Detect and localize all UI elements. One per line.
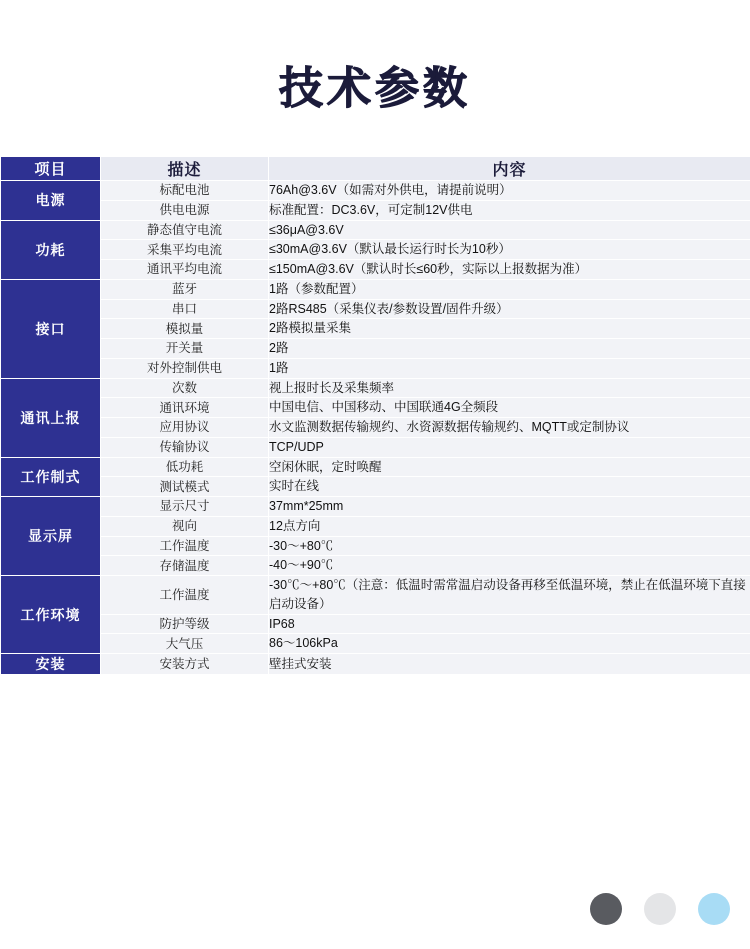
description-cell: 次数 — [101, 378, 269, 398]
description-cell: 工作温度 — [101, 576, 269, 615]
header-description: 描述 — [101, 157, 269, 181]
category-cell: 功耗 — [1, 220, 101, 279]
table-row — [1, 279, 750, 299]
description-cell: 蓝牙 — [101, 279, 269, 299]
table-row — [1, 477, 750, 497]
content-cell: 中国电信、中国移动、中国联通4G全频段 — [269, 398, 750, 418]
table-row — [1, 516, 750, 536]
description-cell: 应用协议 — [101, 418, 269, 438]
table-row — [1, 378, 750, 398]
category-cell: 通讯上报 — [1, 378, 101, 457]
content-cell: ≤150mA@3.6V（默认时长≤60秒，实际以上报数据为准） — [269, 260, 750, 280]
description-cell: 大气压 — [101, 634, 269, 654]
content-cell: 1路 — [269, 358, 750, 378]
content-cell: 12点方向 — [269, 516, 750, 536]
content-cell: TCP/UDP — [269, 437, 750, 457]
header-content: 内容 — [269, 157, 750, 181]
table-row — [1, 614, 750, 634]
table-row — [1, 437, 750, 457]
category-cell: 接口 — [1, 279, 101, 378]
category-cell: 安装 — [1, 654, 101, 675]
content-cell: 76Ah@3.6V（如需对外供电，请提前说明） — [269, 181, 750, 201]
description-cell: 视向 — [101, 516, 269, 536]
table-row — [1, 654, 750, 675]
content-cell: 标准配置：DC3.6V，可定制12V供电 — [269, 200, 750, 220]
content-cell: 37mm*25mm — [269, 497, 750, 517]
table-row — [1, 576, 750, 615]
content-cell: 视上报时长及采集频率 — [269, 378, 750, 398]
category-cell: 电源 — [1, 181, 101, 221]
specifications-table — [0, 156, 750, 675]
content-cell: 实时在线 — [269, 477, 750, 497]
table-row — [1, 220, 750, 240]
content-cell: 2路模拟量采集 — [269, 319, 750, 339]
category-cell: 工作环境 — [1, 576, 101, 654]
table-row — [1, 181, 750, 201]
description-cell: 对外控制供电 — [101, 358, 269, 378]
table-row — [1, 536, 750, 556]
content-cell: -40～+90℃ — [269, 556, 750, 576]
content-cell: 水文监测数据传输规约、水资源数据传输规约、MQTT或定制协议 — [269, 418, 750, 438]
dot-light-icon — [644, 893, 676, 925]
table-row — [1, 497, 750, 517]
content-cell: -30～+80℃ — [269, 536, 750, 556]
table-row — [1, 457, 750, 477]
description-cell: 静态值守电流 — [101, 220, 269, 240]
content-cell: 2路RS485（采集仪表/参数设置/固件升级） — [269, 299, 750, 319]
table-row — [1, 634, 750, 654]
description-cell: 测试模式 — [101, 477, 269, 497]
category-cell: 工作制式 — [1, 457, 101, 497]
description-cell: 通讯平均电流 — [101, 260, 269, 280]
content-cell: 1路（参数配置） — [269, 279, 750, 299]
description-cell: 显示尺寸 — [101, 497, 269, 517]
content-cell: 空闲休眠，定时唤醒 — [269, 457, 750, 477]
table-row — [1, 240, 750, 260]
table-row — [1, 319, 750, 339]
table-row — [1, 299, 750, 319]
table-row — [1, 358, 750, 378]
description-cell: 防护等级 — [101, 614, 269, 634]
description-cell: 采集平均电流 — [101, 240, 269, 260]
description-cell: 安装方式 — [101, 654, 269, 675]
page-title: 技术参数 — [279, 63, 471, 114]
header-category: 项目 — [1, 157, 101, 181]
table-header — [1, 157, 750, 181]
table-row — [1, 339, 750, 359]
description-cell: 串口 — [101, 299, 269, 319]
content-cell: ≤36μA@3.6V — [269, 220, 750, 240]
content-cell: 壁挂式安装 — [269, 654, 750, 675]
footer-dots — [590, 893, 730, 925]
content-cell: 86～106kPa — [269, 634, 750, 654]
description-cell: 传输协议 — [101, 437, 269, 457]
description-cell: 模拟量 — [101, 319, 269, 339]
table-body — [1, 181, 750, 675]
dot-dark-icon — [590, 893, 622, 925]
table-row — [1, 398, 750, 418]
content-cell: -30℃～+80℃（注意：低温时需常温启动设备再移至低温环境，禁止在低温环境下直接启动设备） — [269, 576, 750, 615]
category-cell: 显示屏 — [1, 497, 101, 576]
description-cell: 供电电源 — [101, 200, 269, 220]
description-cell: 工作温度 — [101, 536, 269, 556]
description-cell: 通讯环境 — [101, 398, 269, 418]
description-cell: 标配电池 — [101, 181, 269, 201]
description-cell: 低功耗 — [101, 457, 269, 477]
table-row — [1, 418, 750, 438]
table-row — [1, 260, 750, 280]
table-header-row — [1, 157, 750, 181]
table-row — [1, 556, 750, 576]
table-row — [1, 200, 750, 220]
content-cell: 2路 — [269, 339, 750, 359]
description-cell: 开关量 — [101, 339, 269, 359]
content-cell: IP68 — [269, 614, 750, 634]
content-cell: ≤30mA@3.6V（默认最长运行时长为10秒） — [269, 240, 750, 260]
description-cell: 存储温度 — [101, 556, 269, 576]
dot-blue-icon — [698, 893, 730, 925]
